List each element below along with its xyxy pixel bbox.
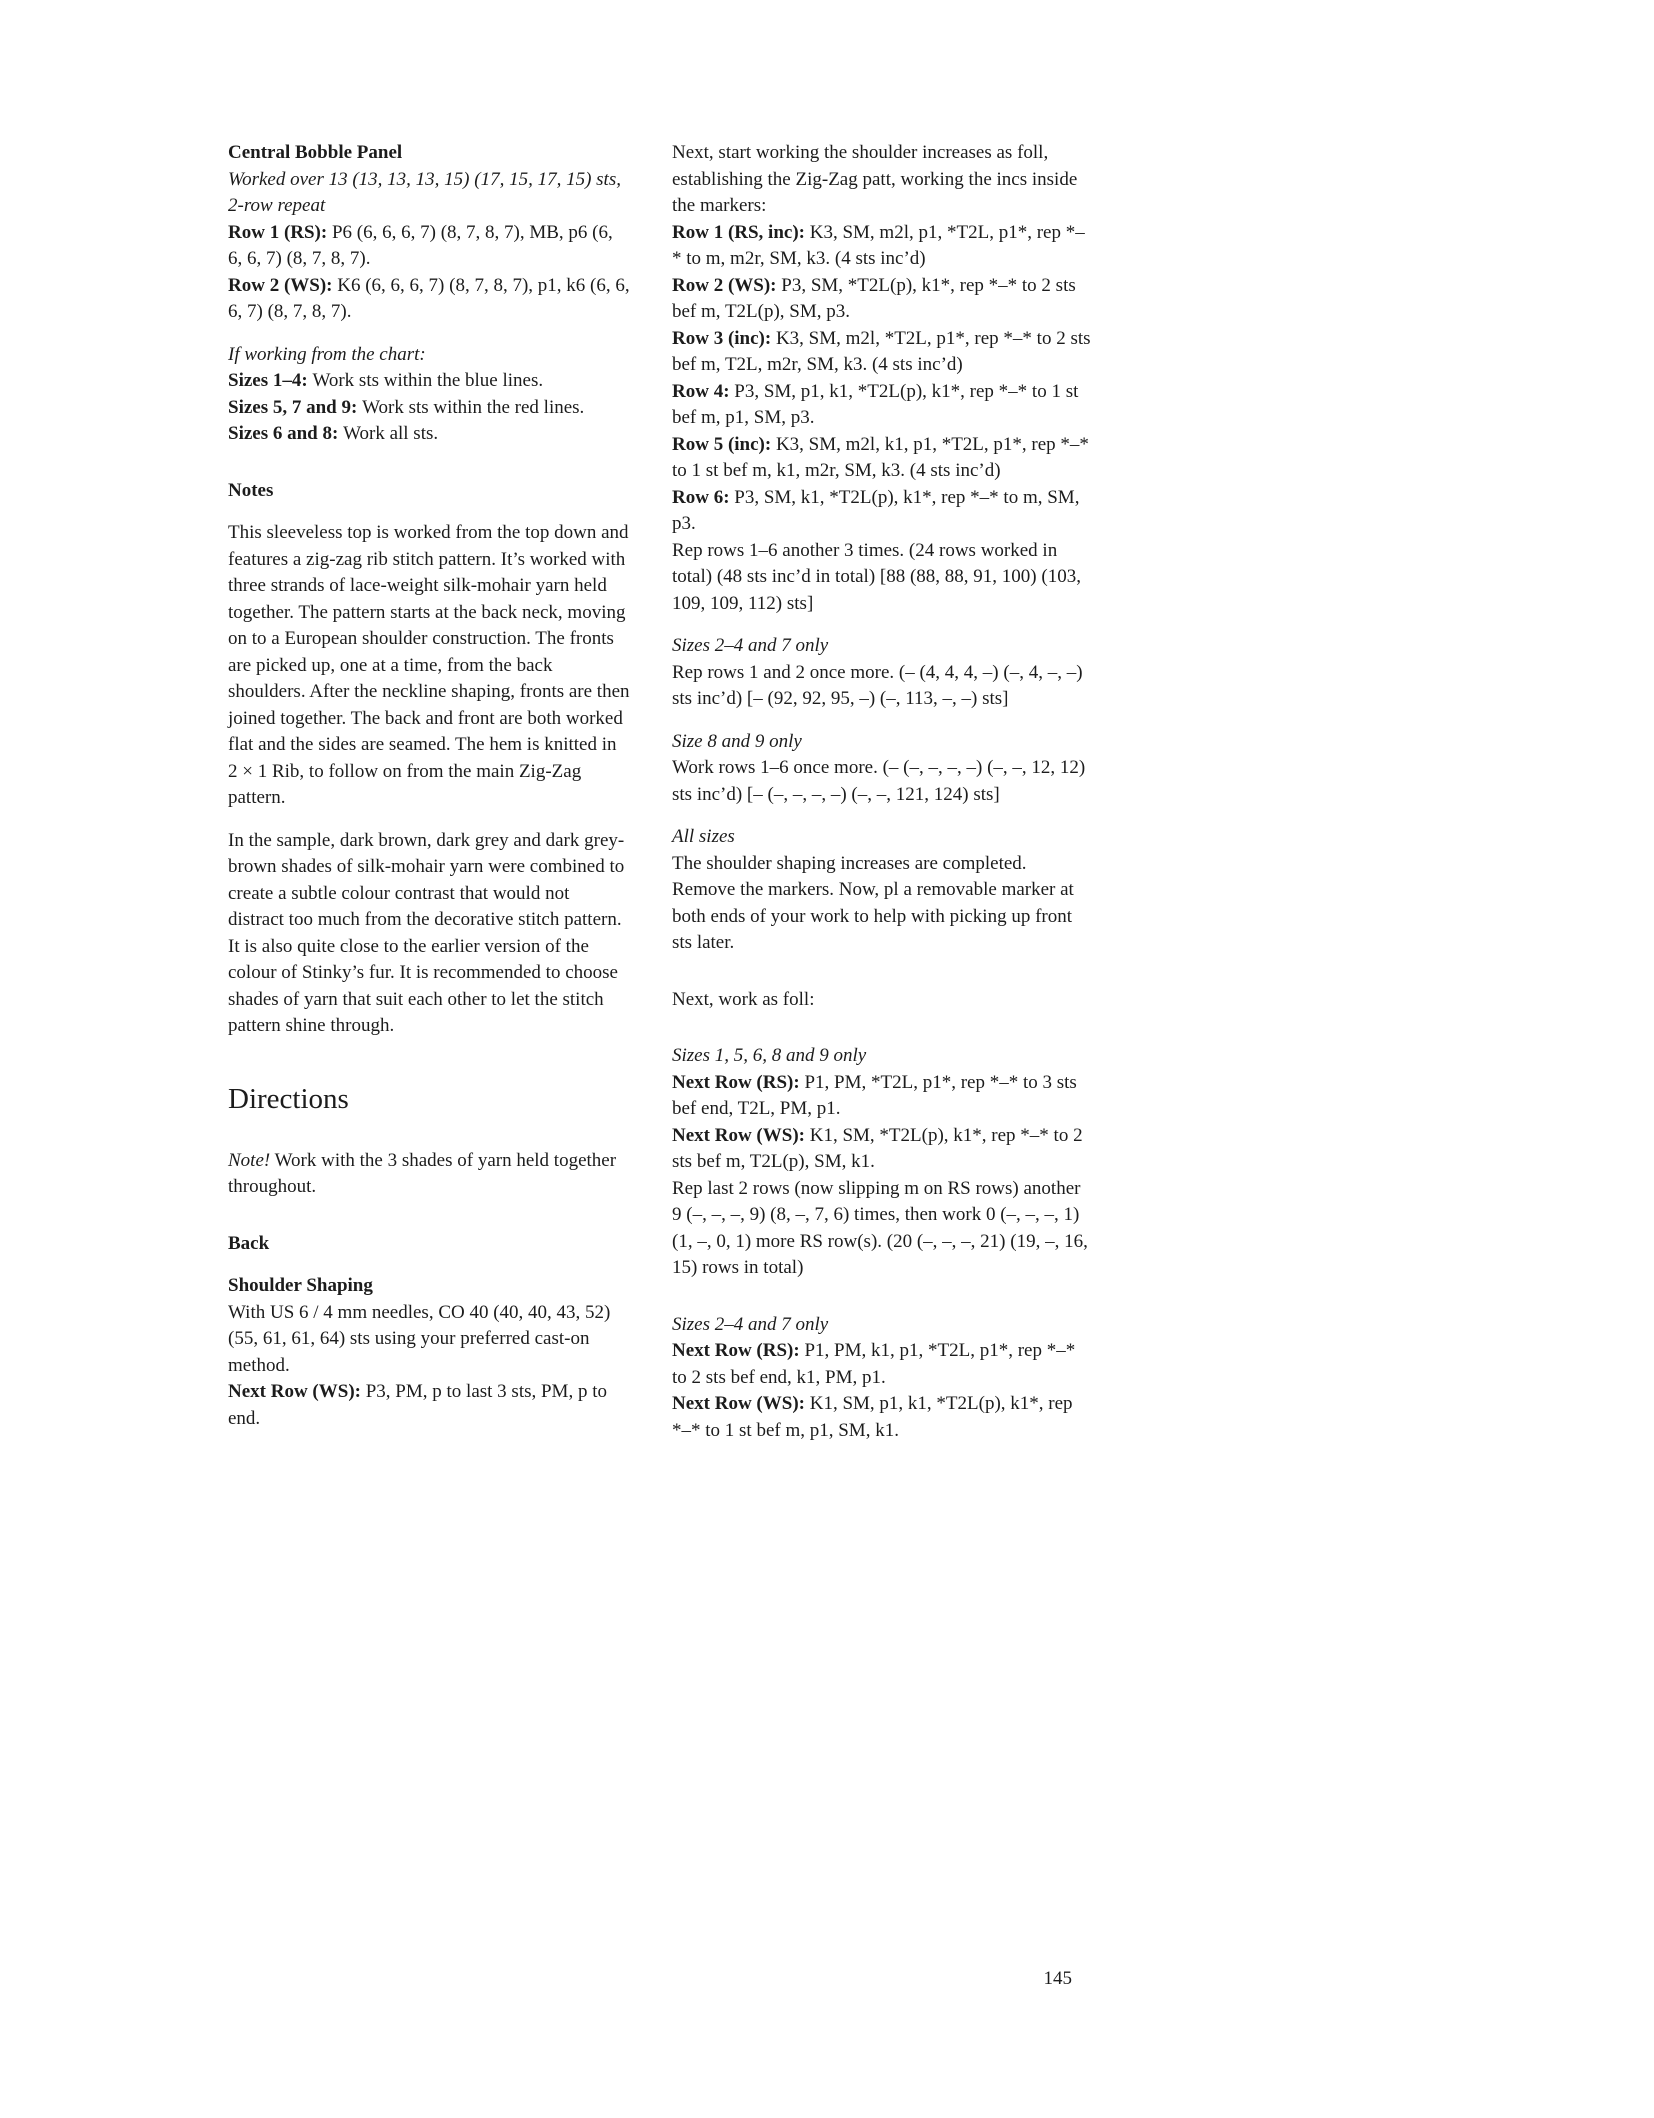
notes-paragraph (228, 520, 630, 812)
pattern-row (672, 1070, 1092, 1123)
size-heading (672, 824, 1092, 851)
text-run: P3, SM, *T2L(p), k1*, rep *–* to 2 sts bef m, T2L(p), SM, p3. (672, 274, 1076, 322)
text-run: This sleeveless top is worked from the top down and features a zig-zag rib stitch pattern. It’s worked with three strands of lace-weight silk-mohair yarn held together. The pattern starts at the back neck, moving on to a European shoulder construction. The fronts are picked up, one at a time, from the back shoulders. After the neckline shaping, fronts are then joined together. The back and front are both worked flat and the sides are seamed. The hem is knitted in 2 × 1 Rib, to follow on from the main Zig-Zag pattern. (228, 522, 630, 808)
size-instruction (672, 755, 1092, 808)
chart-note-line (228, 368, 630, 395)
text-run: Rep rows 1 and 2 once more. (– (4, 4, 4, –) (–, 4, –, –) sts inc’d) [– (92, 92, 95, –) (–, 113, –, –) sts] (672, 661, 1083, 709)
shoulder-increase-intro (672, 140, 1092, 220)
pattern-row (228, 1379, 630, 1432)
text-run: Sizes 1, 5, 6, 8 and 9 only (672, 1045, 867, 1066)
text-run: Back (228, 1232, 270, 1254)
text-run: Sizes 5, 7 and 9: (228, 396, 363, 418)
text-run: Work with the 3 shades of yarn held together throughout. (228, 1149, 617, 1197)
pattern-row (672, 432, 1092, 485)
text-run: K1, SM, *T2L(p), k1*, rep *–* to 2 sts bef m, T2L(p), SM, k1. (672, 1124, 1083, 1172)
text-run: Sizes 2–4 and 7 only (672, 1313, 829, 1335)
text-run: If working from the chart: (228, 343, 426, 365)
text-run: The shoulder shaping increases are completed. Remove the markers. Now, pl a removable marker at both ends of your work to help with picking up front sts later. (672, 852, 1074, 953)
pattern-row (672, 379, 1092, 432)
text-run: P3, SM, k1, *T2L(p), k1*, rep *–* to m, SM, p3. (672, 486, 1080, 534)
text-run: Work rows 1–6 once more. (– (–, –, –, –) (–, –, 12, 12) sts inc’d) [– (–, –, –, –) (–, –, 121, 124) sts] (672, 757, 1086, 805)
text-run: Work all sts. (343, 423, 439, 444)
pattern-row (672, 273, 1092, 326)
back-heading (228, 1231, 630, 1258)
notes-paragraph (228, 828, 630, 1040)
text-run: Shoulder Shaping (228, 1275, 373, 1296)
text-run: K3, SM, m2l, p1, *T2L, p1*, rep *–* to m, m2r, SM, k3. (4 sts inc’d) (672, 221, 1085, 269)
repeat-instruction (672, 538, 1092, 618)
text-run: Central Bobble Panel (228, 142, 403, 163)
text-run: Notes (228, 479, 274, 501)
right-column (672, 140, 1092, 1444)
text-run: Row 2 (WS): (672, 274, 782, 296)
text-run: K6 (6, 6, 6, 7) (8, 7, 8, 7), p1, k6 (6, 6, 6, 7) (8, 7, 8, 7). (228, 274, 630, 322)
chart-note-line (228, 421, 630, 448)
panel-heading (228, 140, 630, 167)
page-number: 145 (1043, 1968, 1072, 1989)
text-run: Work sts within the blue lines. (312, 370, 544, 391)
text-run: K1, SM, p1, k1, *T2L(p), k1*, rep *–* to 1 st bef m, p1, SM, k1. (672, 1393, 1073, 1441)
text-run: P1, PM, k1, p1, *T2L, p1*, rep *–* to 2 sts bef end, k1, PM, p1. (672, 1340, 1076, 1388)
directions-heading (228, 1080, 630, 1118)
cast-on-paragraph (228, 1300, 630, 1380)
text-run: Next Row (WS): (672, 1393, 810, 1414)
text-run: With US 6 / 4 mm needles, CO 40 (40, 40, 43, 52) (55, 61, 61, 64) sts using your preferred cast-on method. (228, 1301, 611, 1376)
text-run: Size 8 and 9 only (672, 730, 802, 752)
text-run: Worked over 13 (13, 13, 13, 15) (17, 15, 17, 15) sts, 2-row repeat (228, 168, 621, 216)
pattern-row (672, 485, 1092, 538)
size-instruction (672, 660, 1092, 713)
transition-line (672, 987, 1092, 1014)
text-run: K3, SM, m2l, k1, p1, *T2L, p1*, rep *–* to 1 st bef m, k1, m2r, SM, k3. (4 sts inc’d) (672, 433, 1089, 481)
pattern-row (672, 220, 1092, 273)
notes-heading (228, 478, 630, 505)
text-run: Row 2 (WS): (228, 274, 338, 296)
text-run: P1, PM, *T2L, p1*, rep *–* to 3 sts bef end, T2L, PM, p1. (672, 1071, 1077, 1119)
size-heading (672, 1043, 1092, 1070)
text-run: Directions (228, 1082, 349, 1115)
text-run: P6 (6, 6, 6, 7) (8, 7, 8, 7), MB, p6 (6, 6, 6, 7) (8, 7, 8, 7). (228, 221, 613, 269)
text-run: Next Row (RS): (672, 1340, 805, 1361)
pattern-row (672, 326, 1092, 379)
text-run: Next, start working the shoulder increases as foll, establishing the Zig-Zag patt, working the incs inside the markers: (672, 142, 1078, 216)
pattern-row (228, 273, 630, 326)
size-heading (672, 729, 1092, 756)
directions-note (228, 1148, 630, 1201)
text-run: K3, SM, m2l, *T2L, p1*, rep *–* to 2 sts bef m, T2L, m2r, SM, k3. (4 sts inc’d) (672, 327, 1091, 375)
pattern-row (672, 1338, 1092, 1391)
text-run: Next Row (RS): (672, 1071, 805, 1093)
text-run: P3, SM, p1, k1, *T2L(p), k1*, rep *–* to 1 st bef m, p1, SM, p3. (672, 380, 1079, 428)
text-run: Next, work as foll: (672, 988, 815, 1010)
chart-note-heading (228, 342, 630, 369)
pattern-row (228, 220, 630, 273)
shoulder-shaping-heading (228, 1273, 630, 1300)
text-run: Row 6: (672, 486, 735, 508)
text-run: In the sample, dark brown, dark grey and dark grey-brown shades of silk-mohair yarn were combined to create a subtle colour contrast that would not distract too much from the decorative stitch pattern. It is also quite close to the earlier version of the colour of Stinky’s fur. It is recommended to choose shades of yarn that suit each other to let the stitch pattern shine through. (228, 829, 625, 1036)
text-run: Work sts within the red lines. (362, 396, 585, 418)
text-run: Note! (228, 1149, 271, 1171)
text-run: P3, PM, p to last 3 sts, PM, p to end. (228, 1381, 607, 1429)
text-run: Next Row (WS): (672, 1124, 810, 1146)
text-run: Row 1 (RS, inc): (672, 221, 810, 243)
text-run: All sizes (672, 826, 735, 847)
pattern-row (672, 1391, 1092, 1444)
text-run: Sizes 2–4 and 7 only (672, 635, 829, 656)
text-run: Next Row (WS): (228, 1381, 366, 1402)
all-sizes-instruction (672, 851, 1092, 957)
left-column (228, 140, 630, 1432)
repeat-instruction (672, 1176, 1092, 1282)
text-run: Rep rows 1–6 another 3 times. (24 rows worked in total) (48 sts inc’d in total) [88 (88, 88, 91, 100) (103, 109, 109, 112) sts] (672, 539, 1081, 614)
text-run: Row 4: (672, 380, 735, 402)
text-run: Row 3 (inc): (672, 327, 776, 349)
text-run: Row 5 (inc): (672, 433, 776, 455)
text-run: Sizes 1–4: (228, 370, 313, 391)
text-run: Rep last 2 rows (now slipping m on RS rows) another 9 (–, –, –, 9) (8, –, 7, 6) times, then work 0 (–, –, –, 1) (1, –, 0, 1) more RS row(s). (20 (–, –, –, 21) (19, –, 16, 15) rows in total) (672, 1177, 1088, 1278)
text-run: Sizes 6 and 8: (228, 423, 344, 444)
text-run: Row 1 (RS): (228, 221, 332, 243)
pattern-row (672, 1123, 1092, 1176)
size-heading (672, 1312, 1092, 1339)
panel-repeat-note (228, 167, 630, 220)
chart-note-line (228, 395, 630, 422)
size-heading (672, 633, 1092, 660)
